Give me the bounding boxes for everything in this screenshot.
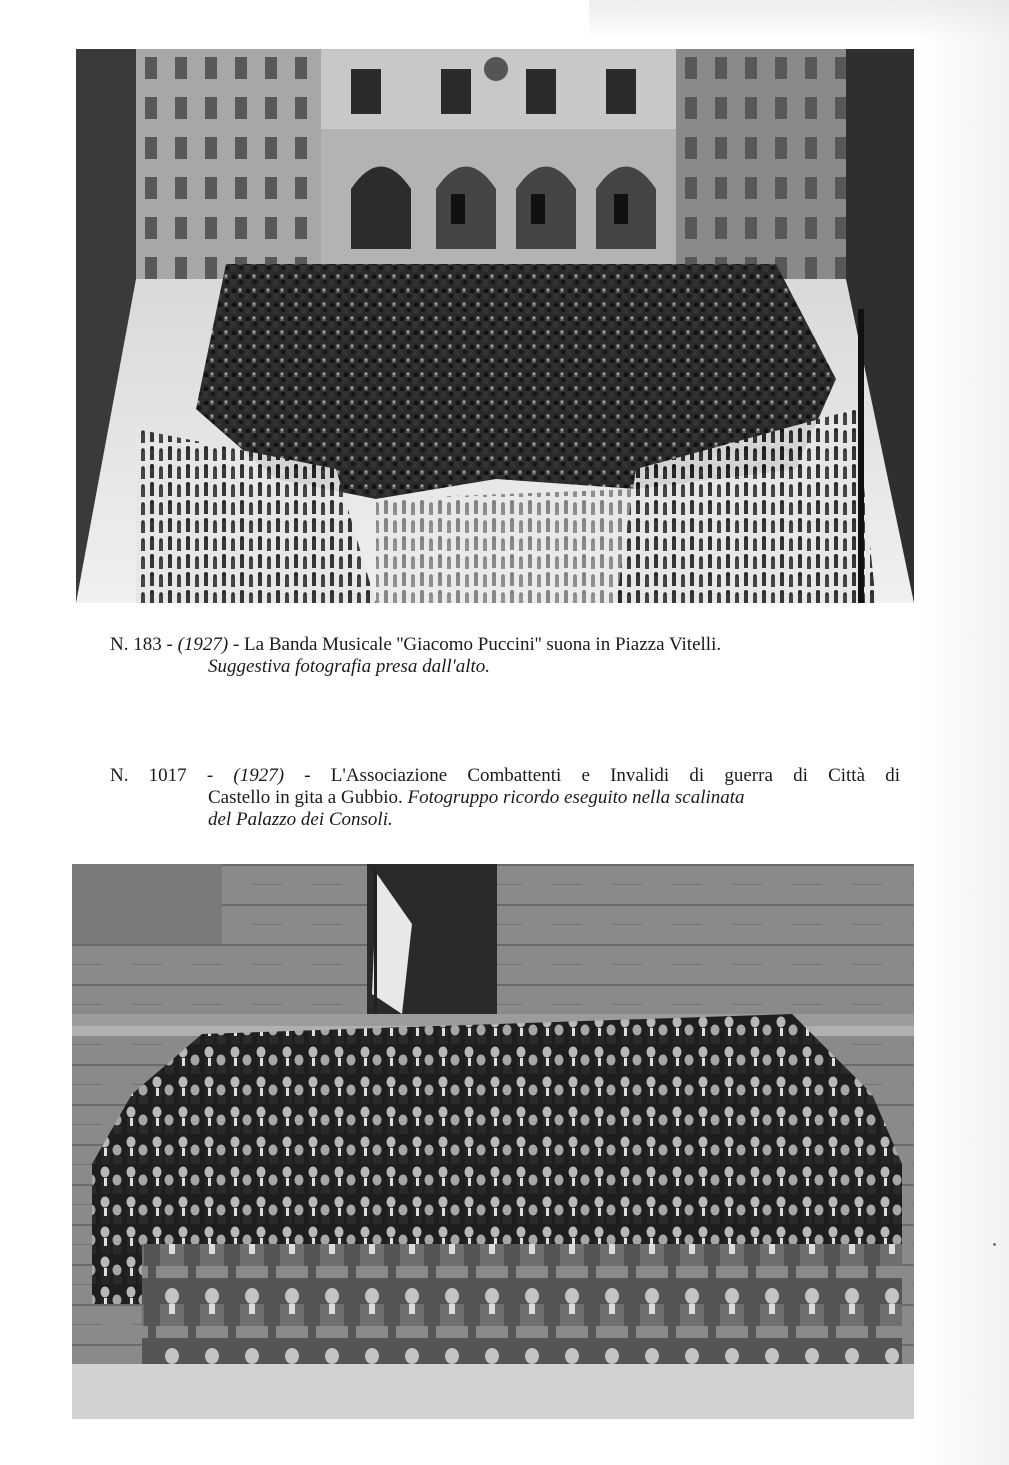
figure-number: N. 1017 - (110, 765, 214, 786)
figure-note: Suggestiva fotografia presa dall'alto. (208, 656, 491, 677)
caption-line-2 (110, 787, 900, 809)
figure-year: (1927) (177, 634, 229, 655)
caption-figure-1017 (110, 765, 900, 831)
figure-note-line2: Fotogruppo ricordo eseguito nella scalinata (407, 787, 745, 808)
photo-piazza-vitelli-image (76, 49, 914, 603)
caption-figure-183 (110, 634, 900, 678)
figure-description-line1: - L'Associazione Combattenti e Invalidi di guerra di Città di (304, 765, 900, 786)
scan-speck (993, 1243, 996, 1246)
photo-piazza-vitelli (76, 49, 914, 603)
figure-description-line2: Castello in gita a Gubbio. (208, 787, 403, 808)
figure-year: (1927) (233, 765, 285, 786)
figure-note-line3: del Palazzo dei Consoli. (208, 809, 393, 830)
photo-group-gubbio-image (72, 864, 914, 1419)
figure-description: - La Banda Musicale ''Giacomo Puccini'' suona in Piazza Vitelli. (232, 634, 722, 655)
figure-number: N. 183 - (110, 634, 173, 655)
photo-group-gubbio (72, 864, 914, 1419)
caption-line-3 (110, 809, 900, 831)
